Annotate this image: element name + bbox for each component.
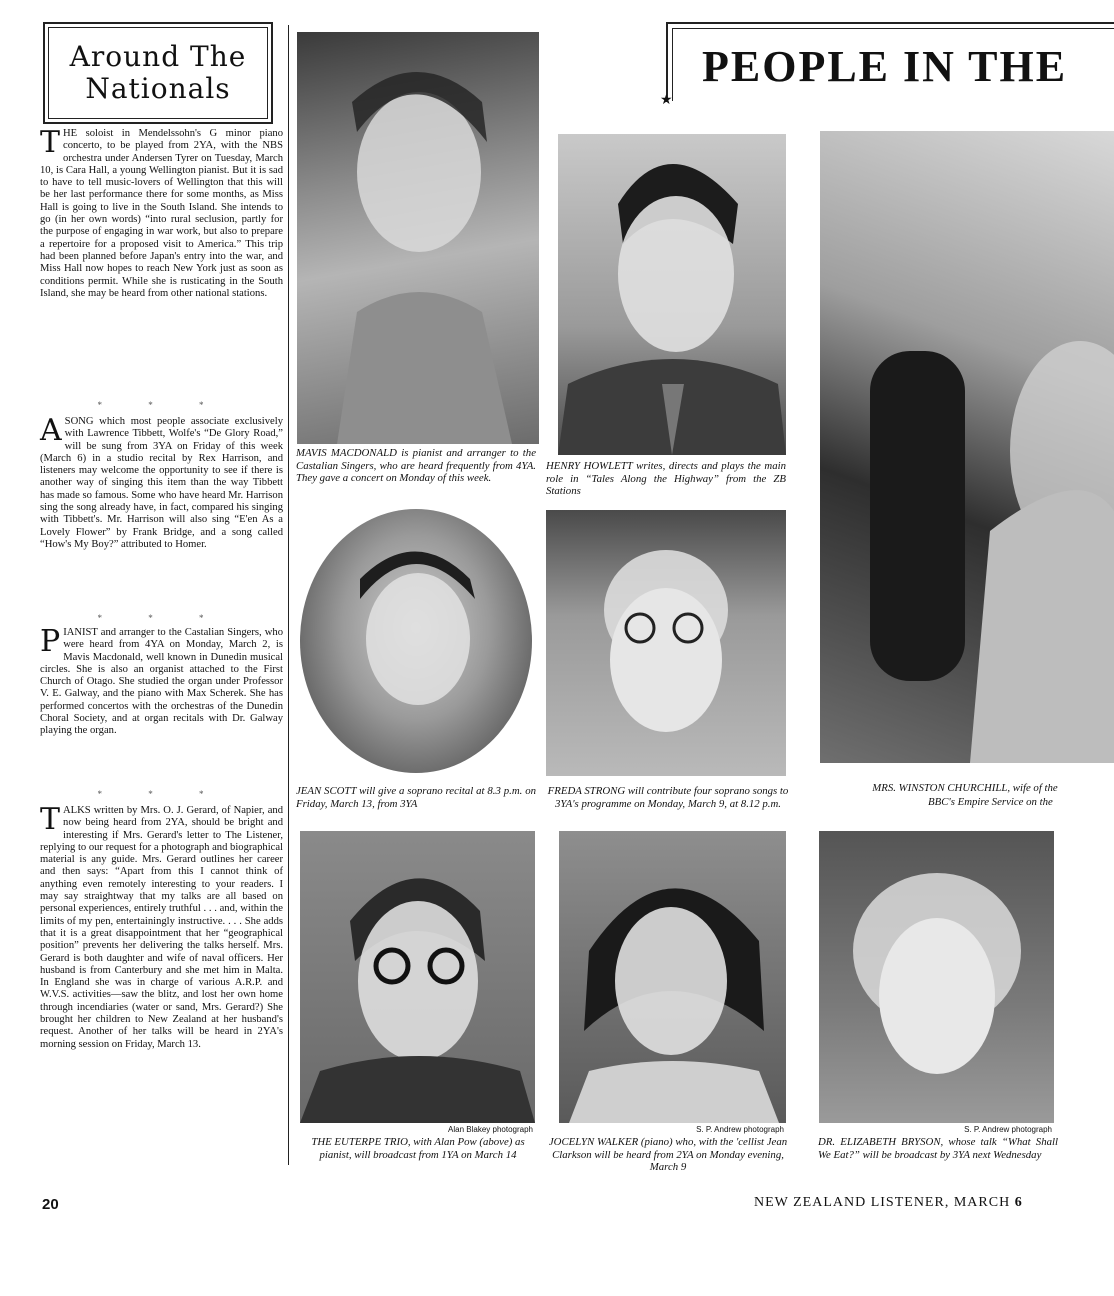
portrait-sketch: [559, 831, 786, 1123]
article-paragraph-3: [40, 624, 283, 738]
paragraph-text: ALKS written by Mrs. O. J. Gerard, of Napier, and now being heard from 2YA, should be bright and interesting if Mrs. Gerard's letter to The Listener, replying to our request for a photograph and biographical material is any guide. Mrs. Gerard outlines her career and then says: “Apart from this I cannot think of anything even remotely interesting to your readers. I may say straightway that my talks are all based on personal experiences, entirely truthful . . . and, within the limits of my pen, entertainingly instructive. . . . She adds that it is a great disappointment that her “geographical position” prevents her delivering the talks herself. Mrs. Gerard is both daughter and wife of naval officers. Her husband is from Canterbury and she met him in Malta. In England she was in charge of various A.R.P. and W.V.S. activities—saw the blitz, and lost her own home through incendiaries (water or sand, Mrs. Gerard?) She brought her children to New Zealand at her husband's request. Another of her talks will be heard in 2YA's morning session on Friday, March 13.: [40, 805, 283, 1050]
portrait-sketch: [300, 509, 532, 773]
portrait-sketch: [820, 131, 1114, 763]
photo-henry-howlett: [558, 134, 786, 455]
photo-alan-pow: [300, 831, 535, 1123]
caption-jocelyn: JOCELYN WALKER (piano) who, with the 'cellist Jean Clarkson will be heard from 2YA on Monday evening, March 9: [548, 1136, 788, 1174]
caption-bryson: DR. ELIZABETH BRYSON, whose talk “What Shall We Eat?” will be broadcast by 3YA next Wednesday: [818, 1136, 1058, 1161]
caption-churchill-line1: MRS. WINSTON CHURCHILL, wife of the: [872, 782, 1058, 794]
paragraph-text: HE soloist in Mendelssohn's G minor piano concerto, to be played from 2YA, with the NBS orchestra under Andersen Tyrer on Tuesday, March 10, is Cara Hall, a young Wellington pianist. But it is sad to have to tell music-lovers of Wellington that this will be her last performance there for some months, as Miss Hall is going to live in the South Island. She intends to go (in her own words) “into rural seclusion, partly for the purpose of engaging in war work, but also to prepare a repertoire for a proposed visit to America.” This trip had been planned before Japan's entry into the war, and Miss Hall now hopes to reach New York just as soon as conditions permit. While she is rusticating in the South Island, she may be heard from other national stations.: [40, 128, 283, 299]
section-title-line1: Around The: [69, 40, 247, 73]
portrait-sketch: [300, 831, 535, 1123]
people-header-title: PEOPLE IN THE: [702, 42, 1068, 91]
photo-mavis-macdonald: [297, 32, 539, 444]
credit-sp-andrew-2: S. P. Andrew photograph: [964, 1125, 1052, 1134]
article-paragraph-1: [40, 125, 283, 300]
caption-henry: HENRY HOWLETT writes, directs and plays the main role in “Tales Along the Highway” from the ZB Stations: [546, 460, 786, 498]
photo-mrs-churchill: [820, 131, 1114, 763]
caption-euterpe: THE EUTERPE TRIO, with Alan Pow (above) as pianist, will broadcast from 1YA on March 14: [311, 1136, 525, 1161]
separator: * * *: [97, 789, 226, 799]
caption-mavis: MAVIS MACDONALD is pianist and arranger to the Castalian Singers, who are heard frequently from 4YA. They gave a concert on Monday of this week.: [296, 447, 536, 485]
separator: * * *: [97, 400, 226, 410]
caption-jean: JEAN SCOTT will give a soprano recital at 8.3 p.m. on Friday, March 13, from 3YA: [296, 785, 536, 810]
drop-cap: T: [40, 802, 61, 837]
column-rule: [288, 25, 289, 1165]
drop-cap: T: [40, 125, 61, 160]
publication-line: [754, 1195, 1023, 1211]
separator: * * *: [97, 613, 226, 623]
portrait-sketch: [546, 510, 786, 776]
photo-jocelyn-walker: [559, 831, 786, 1123]
caption-churchill-line2: BBC's Empire Service on the: [928, 796, 1053, 808]
drop-cap: A: [40, 413, 62, 448]
caption-freda: FREDA STRONG will contribute four soprano songs to 3YA's programme on Monday, March 9, at 8.12 p.m.: [547, 785, 789, 810]
paragraph-text: IANIST and arranger to the Castalian Singers, who were heard from 4YA on Monday, March 2, is Mavis Macdonald, well known in Dunedin musical circles. She is also an organist attached to the First Church of Otago. She studied the organ under Professor V. E. Galway, and the piano with Max Scherek. She has performed concertos with the orchestras of the Dunedin Choral Society, and at organ recitals with Dr. Galway playing the organ.: [40, 627, 283, 737]
star-icon: ★: [660, 93, 673, 108]
paragraph-text: SONG which most people associate exclusively with Lawrence Tibbett, Wolfe's “De Glory Road,” will be sung from 3YA on Friday of this week (March 6) in a studio recital by Rex Harrison, and listeners may welcome the opportunity to see if there is another way of singing this item than the way Tibbett has made so famous. Some who have heard Mr. Harrison sing the song already have, in fact, compared his singing with Tibbett's. Mr. Harrison will also sing “E'en As a Lovely Flower” by Frank Bridge, and a song called “How's My Boy?” attributed to Homer.: [40, 416, 283, 550]
drop-cap: P: [40, 624, 61, 659]
credit-alan-blakey: Alan Blakey photograph: [448, 1125, 533, 1134]
photo-jean-scott: [300, 509, 532, 773]
portrait-sketch: [558, 134, 786, 455]
article-paragraph-2: [40, 413, 283, 551]
portrait-sketch: [297, 32, 539, 444]
publication-month: MARCH: [953, 1195, 1011, 1210]
section-header-box: [43, 22, 273, 124]
publication-name: NEW ZEALAND LISTENER,: [754, 1195, 950, 1210]
credit-sp-andrew-1: S. P. Andrew photograph: [696, 1125, 784, 1134]
photo-freda-strong: [546, 510, 786, 776]
section-title-line2: Nationals: [85, 72, 231, 105]
photo-elizabeth-bryson: [819, 831, 1054, 1123]
page-number: 20: [42, 1196, 59, 1213]
publication-day: 6: [1014, 1195, 1023, 1210]
article-paragraph-4: [40, 802, 283, 1051]
portrait-sketch: [819, 831, 1054, 1123]
